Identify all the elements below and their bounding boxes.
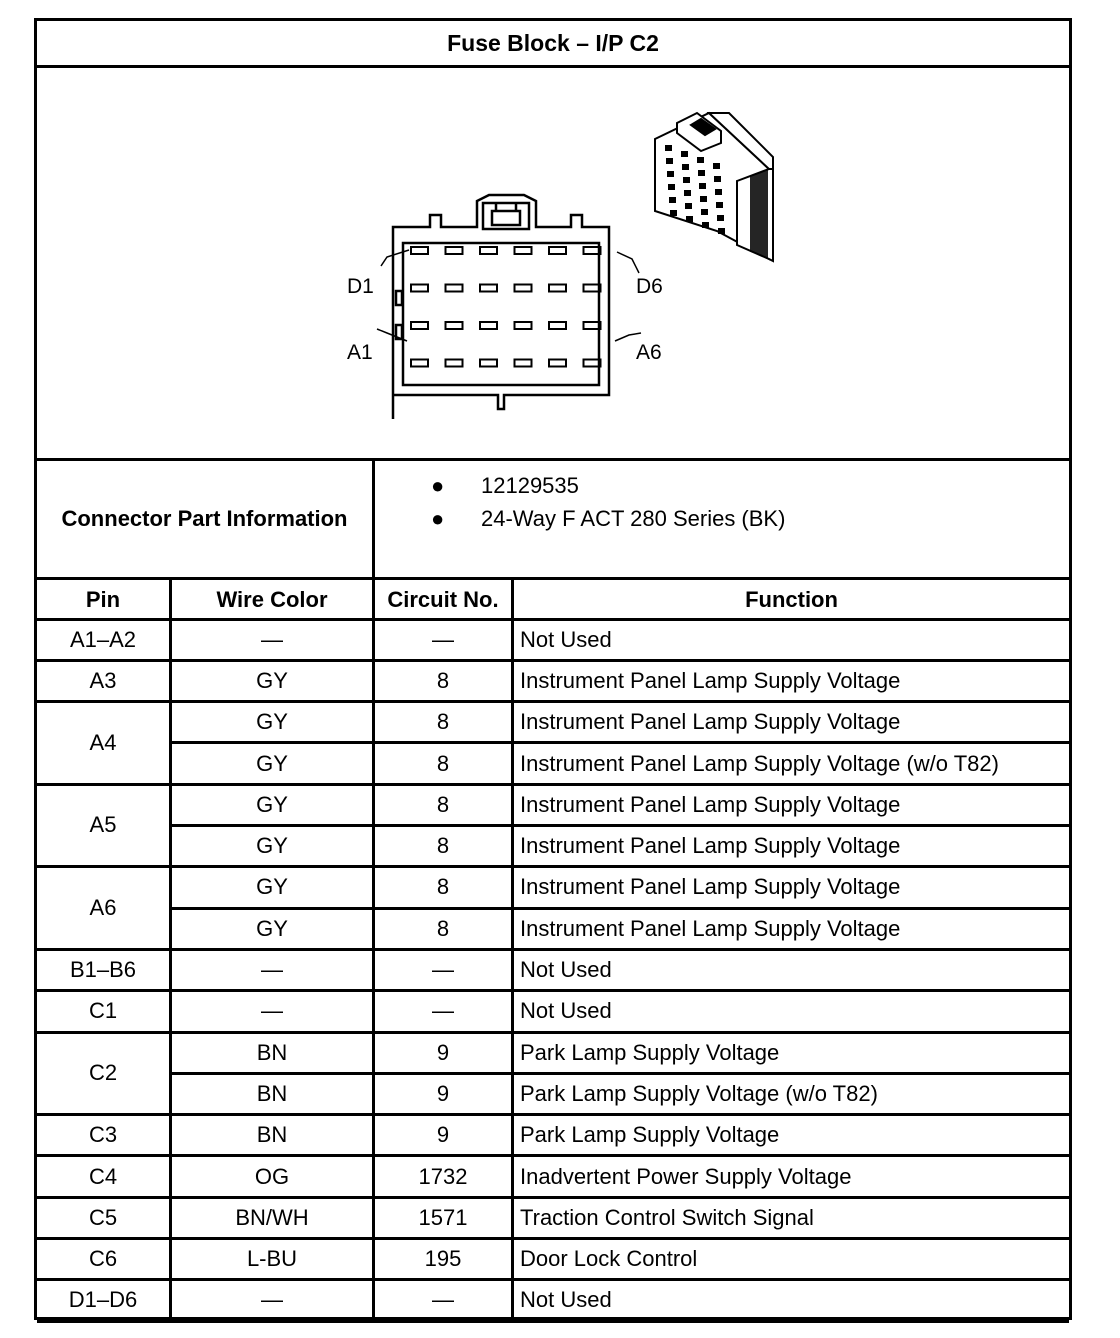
circuit-number-cell: — bbox=[432, 1287, 454, 1313]
isometric-cavity bbox=[683, 177, 690, 183]
pin-cavity bbox=[411, 285, 428, 292]
function-cell: Not Used bbox=[520, 1287, 612, 1313]
circuit-number-cell: 9 bbox=[436, 1122, 450, 1148]
pin-label-a1: A1 bbox=[347, 341, 373, 364]
wire-color-cell: — bbox=[261, 998, 283, 1024]
wire-color-cell: GY bbox=[256, 915, 288, 941]
isometric-cavity bbox=[665, 145, 672, 151]
pin-cell: C5 bbox=[88, 1204, 118, 1230]
wire-color-cell: BN bbox=[256, 1080, 288, 1106]
function-cell: Not Used bbox=[520, 626, 612, 652]
pin-cell: C3 bbox=[88, 1122, 118, 1148]
pin-cell: A6 bbox=[89, 895, 117, 921]
circuit-number-cell: 8 bbox=[436, 667, 450, 693]
isometric-cavity bbox=[698, 170, 705, 176]
pin-cavity bbox=[549, 322, 566, 329]
circuit-number-cell: 8 bbox=[436, 833, 450, 859]
wire-color-cell: GY bbox=[256, 709, 288, 735]
pin-label-a6: A6 bbox=[636, 341, 662, 364]
wire-color-cell: GY bbox=[256, 833, 288, 859]
isometric-cavity bbox=[699, 183, 706, 189]
pin-cavities bbox=[411, 247, 601, 367]
pin-cavity bbox=[515, 247, 532, 254]
circuit-number-cell: 1732 bbox=[418, 1163, 468, 1189]
isometric-cavity bbox=[713, 163, 720, 169]
circuit-number-cell: 8 bbox=[436, 915, 450, 941]
pin-cavity bbox=[515, 285, 532, 292]
pin-label-d1: D1 bbox=[347, 275, 374, 298]
isometric-cavity bbox=[717, 215, 724, 221]
wire-color-cell: BN/WH bbox=[235, 1204, 309, 1230]
header-wire-color: Wire Color bbox=[216, 586, 328, 612]
isometric-cavity bbox=[682, 164, 689, 170]
function-cell: Instrument Panel Lamp Supply Voltage bbox=[520, 667, 901, 693]
circuit-number-cell: — bbox=[432, 998, 454, 1024]
circuit-number-cell: 1571 bbox=[418, 1204, 468, 1230]
function-cell: Park Lamp Supply Voltage (w/o T82) bbox=[520, 1080, 878, 1106]
pin-cavity bbox=[515, 322, 532, 329]
circuit-number-cell: — bbox=[432, 626, 454, 652]
header-function: Function bbox=[745, 586, 838, 612]
wire-color-cell: BN bbox=[256, 1122, 288, 1148]
isometric-cavity bbox=[681, 151, 688, 157]
divider bbox=[172, 1320, 1069, 1323]
circuit-number-cell: 9 bbox=[436, 1080, 450, 1106]
pin-cavity bbox=[446, 322, 463, 329]
function-cell: Instrument Panel Lamp Supply Voltage bbox=[520, 833, 901, 859]
pin-cavity bbox=[480, 360, 497, 367]
circuit-number-cell: 8 bbox=[436, 709, 450, 735]
pin-cell: A3 bbox=[89, 667, 117, 693]
connector-face-drawing bbox=[393, 195, 609, 419]
pin-cell: C4 bbox=[88, 1163, 118, 1189]
wire-color-cell: BN bbox=[256, 1039, 288, 1065]
connector-info-label: Connector Part Information bbox=[61, 506, 348, 531]
isometric-cavity bbox=[716, 202, 723, 208]
divider bbox=[372, 580, 375, 1321]
pin-cavity bbox=[411, 247, 428, 254]
pin-cavity bbox=[549, 285, 566, 292]
function-cell: Instrument Panel Lamp Supply Voltage (w/o T82) bbox=[520, 750, 999, 776]
isometric-cavity bbox=[666, 158, 673, 164]
circuit-number-cell: 8 bbox=[436, 874, 450, 900]
pin-cell: C6 bbox=[88, 1246, 118, 1272]
pin-cell: D1–D6 bbox=[68, 1287, 138, 1313]
pin-cavity bbox=[446, 360, 463, 367]
pin-cavity bbox=[480, 322, 497, 329]
pin-cell: A1–A2 bbox=[69, 626, 137, 652]
isometric-cavity bbox=[667, 171, 674, 177]
bullet-icon: ● bbox=[431, 506, 445, 531]
connector-diagram bbox=[37, 21, 1069, 461]
isometric-cavity bbox=[714, 176, 721, 182]
isometric-cavity bbox=[668, 184, 675, 190]
pin-cell: B1–B6 bbox=[69, 957, 137, 983]
wire-color-cell: GY bbox=[256, 874, 288, 900]
bullet-icon: ● bbox=[431, 473, 445, 498]
circuit-number-cell: 8 bbox=[436, 791, 450, 817]
pin-cavity bbox=[411, 360, 428, 367]
function-cell: Instrument Panel Lamp Supply Voltage bbox=[520, 915, 901, 941]
pin-cell: A4 bbox=[89, 729, 117, 755]
divider bbox=[372, 461, 375, 577]
pin-cavity bbox=[549, 247, 566, 254]
pin-cavity bbox=[480, 247, 497, 254]
wire-color-cell: L-BU bbox=[246, 1246, 298, 1272]
function-cell: Instrument Panel Lamp Supply Voltage bbox=[520, 791, 901, 817]
isometric-cavity bbox=[684, 190, 691, 196]
connector-pinout-sheet: Fuse Block – I/P C2 D1 D6 A1 A6 Connector Part Information ● 12129535 ● 24-Way F ACT 280 Series (BK) Pin Wire Color Circuit No. Function — — Not Used GY 8 Instrument Panel Lamp Supply Voltage GY 8 Instrument Panel Lamp Supply Voltage GY 8 Instrument Panel Lamp Supply Voltage (w/o T82) GY 8 Instrument Panel Lamp Supply Voltage GY 8 Instrument Panel Lamp Supply Voltage GY 8 Instrument Panel Lamp Supply Voltage GY 8 Instrument Panel Lamp Supply Voltage — — Not Used — — Not Used BN 9 Park Lamp Supply Voltage BN 9 Park Lamp Supply Voltage (w/o T82) BN 9 Park Lamp Supply Voltage OG 1732 Inadvertent Power Supply Voltage BN/WH 1571 Traction Control Switch Signal L-BU 195 Door Lock Control — — Not Used A1–A2 A3 A4 A5 A6 B1–B6 C1 C2 C3 C4 C5 C6 D1–D6 bbox=[34, 18, 1072, 1320]
function-cell: Not Used bbox=[520, 998, 612, 1024]
function-cell: Instrument Panel Lamp Supply Voltage bbox=[520, 709, 901, 735]
function-cell: Park Lamp Supply Voltage bbox=[520, 1122, 780, 1148]
circuit-number-cell: 195 bbox=[424, 1246, 462, 1272]
pin-cavity bbox=[480, 285, 497, 292]
circuit-number-cell: — bbox=[432, 957, 454, 983]
isometric-cavity bbox=[702, 222, 709, 228]
wire-color-cell: GY bbox=[256, 667, 288, 693]
divider bbox=[511, 580, 514, 1321]
header-pin: Pin bbox=[85, 586, 121, 612]
pin-cavity bbox=[411, 322, 428, 329]
wire-color-cell: — bbox=[261, 957, 283, 983]
isometric-cavity bbox=[669, 197, 676, 203]
circuit-number-cell: 9 bbox=[436, 1039, 450, 1065]
page-title: Fuse Block – I/P C2 bbox=[447, 29, 659, 56]
circuit-number-cell: 8 bbox=[436, 750, 450, 776]
isometric-cavity bbox=[686, 216, 693, 222]
function-cell: Door Lock Control bbox=[520, 1246, 698, 1272]
function-cell: Instrument Panel Lamp Supply Voltage bbox=[520, 874, 901, 900]
isometric-cavity bbox=[697, 157, 704, 163]
wire-color-cell: GY bbox=[256, 750, 288, 776]
header-circuit: Circuit No. bbox=[387, 586, 499, 612]
pin-cavity bbox=[549, 360, 566, 367]
function-cell: Traction Control Switch Signal bbox=[520, 1204, 814, 1230]
pin-cavity bbox=[515, 360, 532, 367]
pin-cavity bbox=[446, 285, 463, 292]
wire-color-cell: GY bbox=[256, 791, 288, 817]
divider bbox=[37, 1320, 172, 1323]
pin-cell: C1 bbox=[88, 998, 118, 1024]
pin-label-d6: D6 bbox=[636, 275, 663, 298]
isometric-cavity bbox=[718, 228, 725, 234]
isometric-cavity bbox=[700, 196, 707, 202]
function-cell: Not Used bbox=[520, 957, 612, 983]
isometric-cavity bbox=[715, 189, 722, 195]
pin-cell: C2 bbox=[88, 1060, 118, 1086]
wire-color-cell: — bbox=[261, 626, 283, 652]
wire-color-cell: — bbox=[261, 1287, 283, 1313]
function-cell: Inadvertent Power Supply Voltage bbox=[520, 1163, 852, 1189]
pin-cell: A5 bbox=[89, 812, 117, 838]
pin-cavity bbox=[446, 247, 463, 254]
isometric-cavity bbox=[670, 210, 677, 216]
divider bbox=[169, 580, 172, 1321]
isometric-cavity bbox=[685, 203, 692, 209]
function-cell: Park Lamp Supply Voltage bbox=[520, 1039, 780, 1065]
isometric-cavity bbox=[701, 209, 708, 215]
wire-color-cell: OG bbox=[254, 1163, 290, 1189]
